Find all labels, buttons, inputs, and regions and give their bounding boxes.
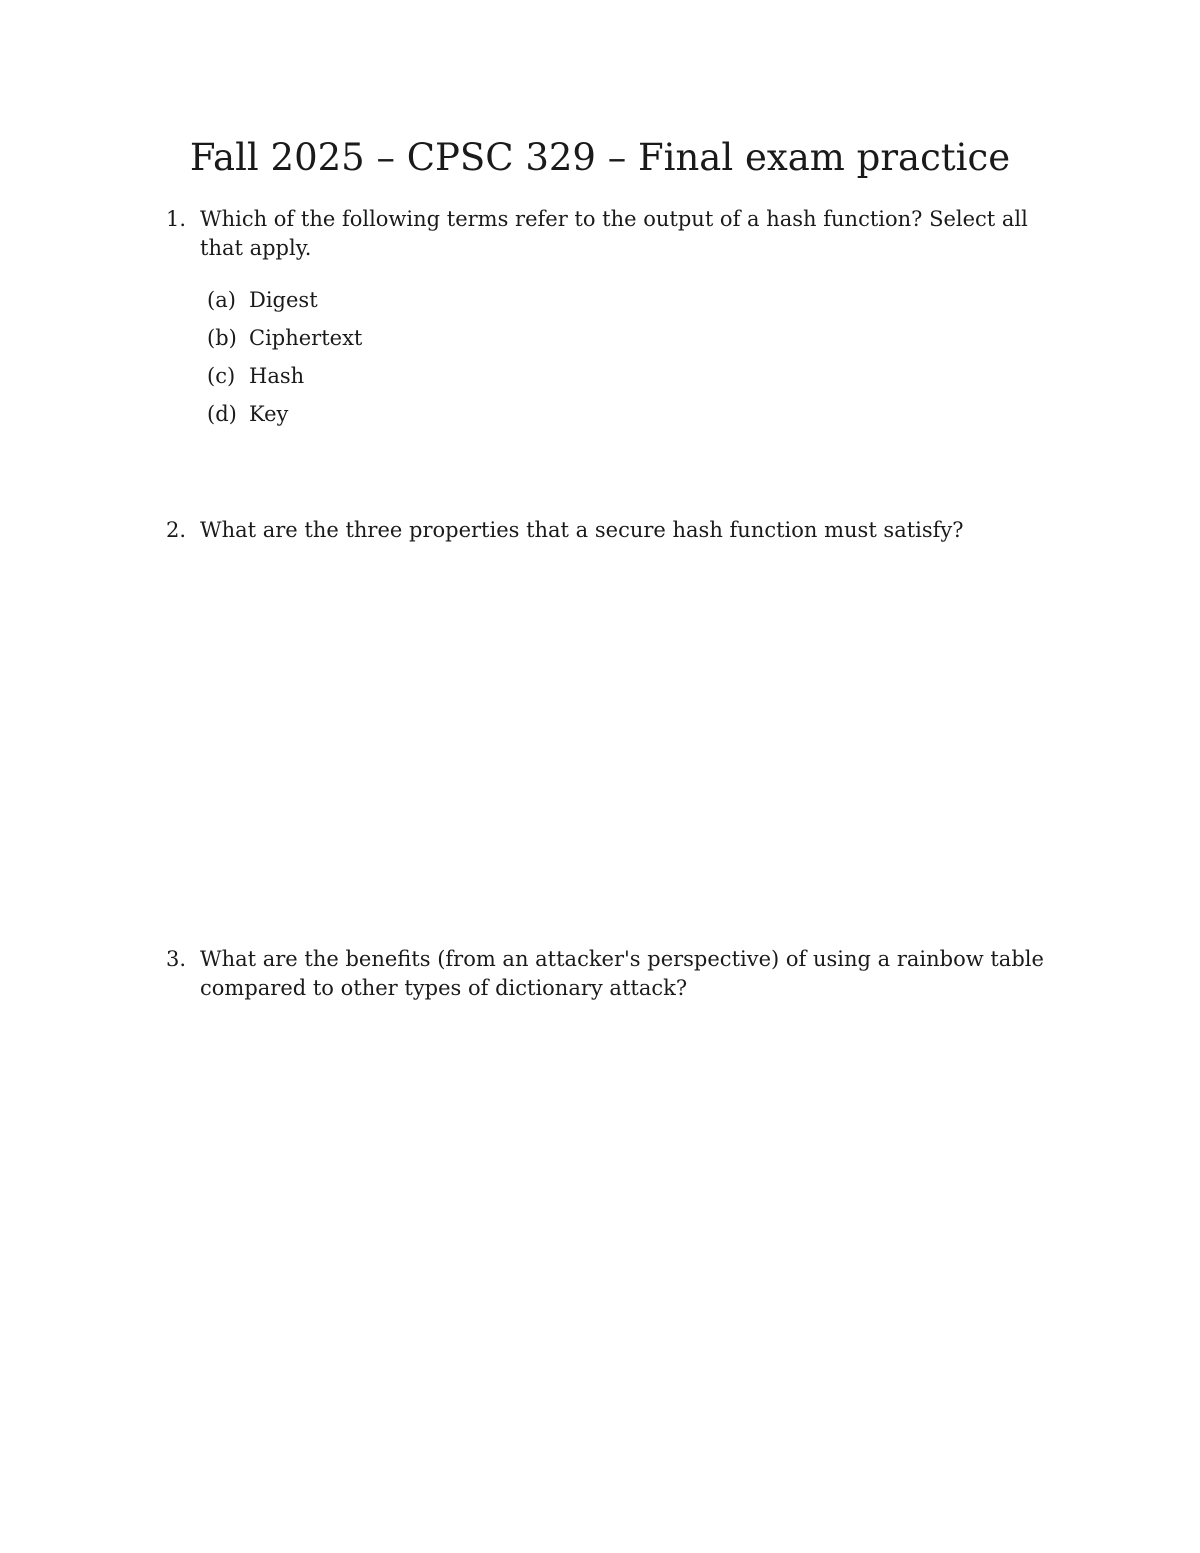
question-2	[166, 516, 1066, 545]
option-a	[207, 281, 362, 319]
question-1	[166, 205, 1066, 263]
option-text: Key	[249, 402, 289, 426]
option-letter: (d)	[207, 402, 237, 426]
question-number: 1.	[166, 207, 187, 231]
question-text: What are the three properties that a secure hash function must satisfy?	[200, 518, 964, 542]
option-d	[207, 395, 362, 433]
option-b	[207, 319, 362, 357]
option-text: Hash	[249, 364, 305, 388]
question-1-options	[207, 281, 362, 433]
option-letter: (c)	[207, 364, 236, 388]
option-letter: (b)	[207, 326, 237, 350]
question-number: 3.	[166, 947, 187, 971]
option-text: Digest	[249, 288, 318, 312]
question-number: 2.	[166, 518, 187, 542]
option-letter: (a)	[207, 288, 236, 312]
page-title: Fall 2025 – CPSC 329 – Final exam practice	[189, 136, 1011, 179]
question-3	[166, 945, 1066, 1003]
option-c	[207, 357, 362, 395]
option-text: Ciphertext	[249, 326, 363, 350]
question-text: What are the benefits (from an attacker's perspective) of using a rainbow table compared to other types of dictionary attack?	[200, 947, 1044, 1000]
question-text: Which of the following terms refer to the output of a hash function? Select all that apply.	[200, 207, 1028, 260]
